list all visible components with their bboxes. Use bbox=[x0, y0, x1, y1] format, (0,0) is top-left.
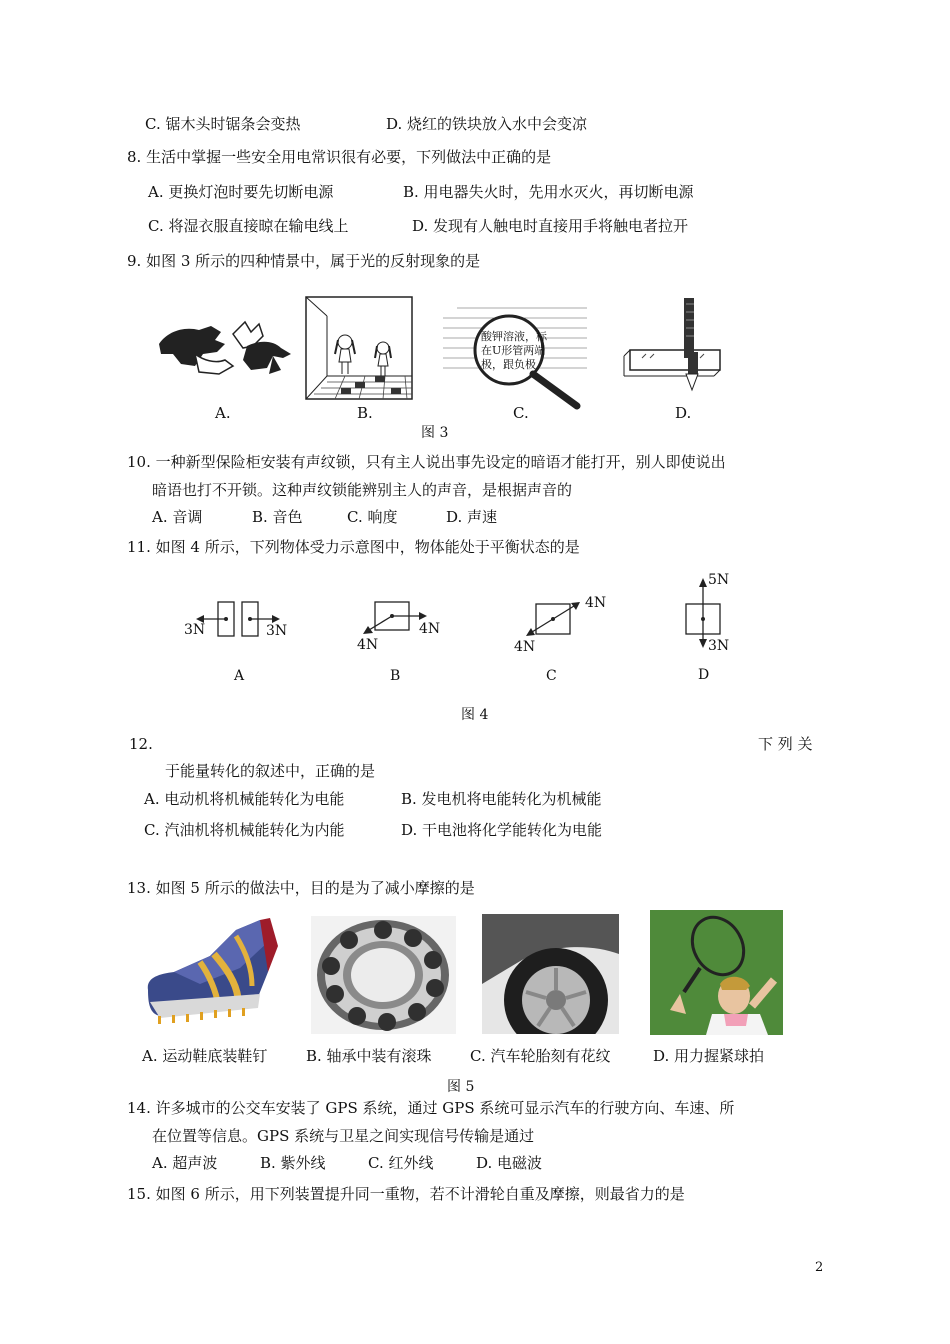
q14-option-c: C. 红外线 bbox=[368, 1154, 434, 1172]
fig4-label-d: D bbox=[698, 667, 710, 683]
fig5-caption-b: B. 轴承中装有滚珠 bbox=[306, 1047, 432, 1065]
fig4-label-a: A bbox=[234, 668, 245, 684]
fig5-caption-d: D. 用力握紧球拍 bbox=[653, 1047, 765, 1065]
q10-option-a: A. 音调 bbox=[152, 508, 203, 526]
q8-stem: 8. 生活中掌握一些安全用电常识很有必要，下列做法中正确的是 bbox=[127, 148, 552, 166]
magnifier-text-line-3: 极，跟负极 bbox=[481, 358, 536, 371]
fig5-caption-a: A. 运动鞋底装鞋钉 bbox=[142, 1047, 268, 1065]
q12-option-c: C. 汽油机将机械能转化为内能 bbox=[144, 821, 345, 839]
q14-stem-line-2: 在位置等信息。GPS 系统与卫星之间实现信号传输是通过 bbox=[152, 1127, 535, 1145]
magnifier-text-line-2: 在U形管两端 bbox=[481, 344, 546, 357]
q12-option-d: D. 干电池将化学能转化为电能 bbox=[401, 821, 603, 839]
q12-option-b: B. 发电机将电能转化为机械能 bbox=[401, 790, 602, 808]
q10-option-d: D. 声速 bbox=[446, 508, 498, 526]
mirror-figure bbox=[305, 296, 413, 400]
q14-stem-line-1: 14. 许多城市的公交车安装了 GPS 系统，通过 GPS 系统可显示汽车的行驶方向、车速、所 bbox=[127, 1099, 735, 1117]
fig4-label-c: C bbox=[546, 668, 557, 684]
force-a-left-label: 3N bbox=[184, 622, 206, 638]
q12-number: 12. bbox=[129, 735, 153, 753]
force-b-right-label: 4N bbox=[419, 621, 441, 637]
magnifier-text-line-1: 酸钾溶液，标 bbox=[481, 330, 547, 343]
pen-in-glass-figure bbox=[622, 296, 726, 396]
q8-option-d: D. 发现有人触电时直接用手将触电者拉开 bbox=[412, 217, 689, 235]
fig3-label-c: C. bbox=[513, 404, 529, 422]
fig5-caption-c: C. 汽车轮胎刻有花纹 bbox=[470, 1047, 611, 1065]
q15-stem: 15. 如图 6 所示，用下列装置提升同一重物，若不计滑轮自重及摩擦，则最省力的是 bbox=[127, 1185, 685, 1203]
spiked-shoe-photo bbox=[140, 912, 280, 1034]
force-diagram-a bbox=[180, 596, 280, 646]
q10-option-b: B. 音色 bbox=[252, 508, 303, 526]
car-tire-photo bbox=[482, 914, 619, 1034]
q13-stem: 13. 如图 5 所示的做法中，目的是为了减小摩擦的是 bbox=[127, 879, 475, 897]
q9-stem: 9. 如图 3 所示的四种情景中，属于光的反射现象的是 bbox=[127, 252, 481, 270]
q14-option-a: A. 超声波 bbox=[152, 1154, 218, 1172]
fig3-label-d: D. bbox=[675, 404, 692, 422]
q8-option-c: C. 将湿衣服直接晾在输电线上 bbox=[148, 217, 349, 235]
force-d-up-label: 5N bbox=[708, 572, 730, 588]
fig3-caption: 图 3 bbox=[421, 425, 449, 441]
q8-option-b: B. 用电器失火时，先用水灭火，再切断电源 bbox=[403, 183, 694, 201]
fig4-label-b: B bbox=[390, 668, 401, 684]
force-a-right-label: 3N bbox=[266, 623, 288, 639]
tennis-player-photo bbox=[650, 910, 783, 1035]
fig3-label-a: A. bbox=[215, 404, 231, 422]
q11-stem: 11. 如图 4 所示，下列物体受力示意图中，物体能处于平衡状态的是 bbox=[127, 538, 580, 556]
force-c-up-label: 4N bbox=[585, 595, 607, 611]
q14-option-d: D. 电磁波 bbox=[476, 1154, 543, 1172]
fig5-caption: 图 5 bbox=[447, 1079, 475, 1095]
fig3-label-b: B. bbox=[357, 404, 373, 422]
q7-option-d: D. 烧红的铁块放入水中会变凉 bbox=[386, 115, 588, 133]
q10-option-c: C. 响度 bbox=[347, 508, 398, 526]
q7-option-c: C. 锯木头时锯条会变热 bbox=[145, 115, 301, 133]
force-b-low-label: 4N bbox=[357, 637, 379, 653]
q14-option-b: B. 紫外线 bbox=[260, 1154, 326, 1172]
q12-option-a: A. 电动机将机械能转化为电能 bbox=[144, 790, 345, 808]
q10-stem-line-1: 10. 一种新型保险柜安装有声纹锁，只有主人说出事先设定的暗语才能打开，别人即使说出 bbox=[127, 453, 726, 471]
hand-shadow-figure bbox=[155, 318, 295, 380]
q12-stem-line-2: 于能量转化的叙述中，正确的是 bbox=[165, 762, 376, 780]
fig4-caption: 图 4 bbox=[461, 707, 489, 723]
force-d-down-label: 3N bbox=[708, 638, 730, 654]
q12-stem-tail: 下 列 关 bbox=[758, 735, 813, 753]
magnifier-figure bbox=[437, 300, 597, 412]
force-c-low-label: 4N bbox=[514, 639, 536, 655]
q10-stem-line-2: 暗语也打不开锁。这种声纹锁能辨别主人的声音，是根据声音的 bbox=[152, 481, 573, 499]
q8-option-a: A. 更换灯泡时要先切断电源 bbox=[148, 183, 334, 201]
page-number: 2 bbox=[815, 1260, 824, 1275]
ball-bearing-photo bbox=[311, 916, 456, 1034]
